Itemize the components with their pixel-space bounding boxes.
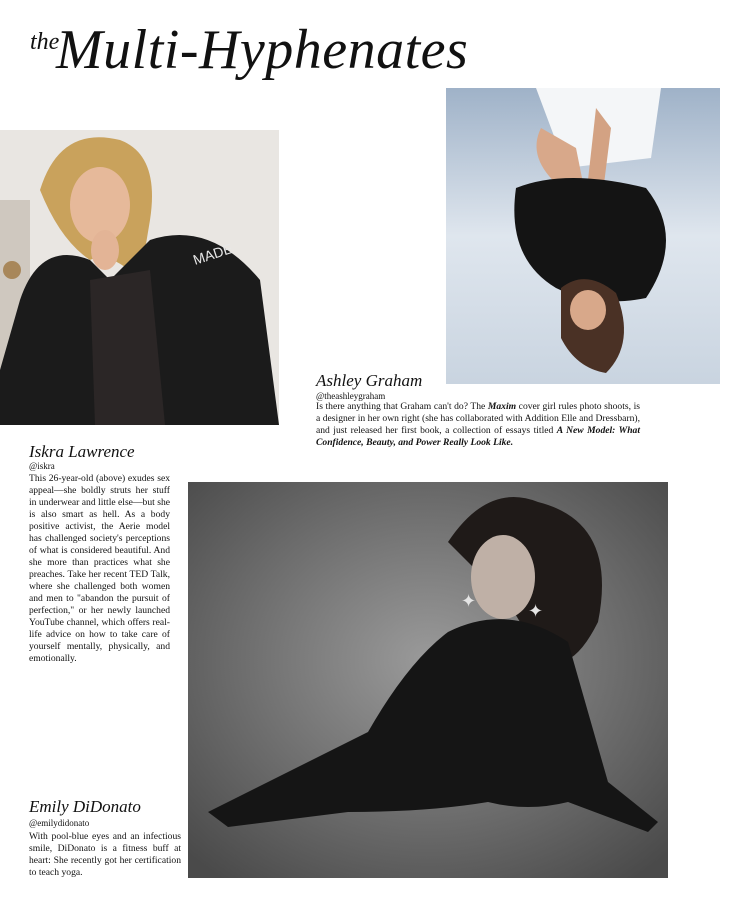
title-prefix: the bbox=[30, 29, 60, 55]
iskra-bio: This 26-year-old (above) exudes sex appeal—she boldly struts her stuff in underwear and little else—but she is also smart as hell. As a body positive activist, the Aerie model has challenged society's perceptions of what is considered beautiful. And she more than practices what she preaches. Take her recent TED Talk, where she challenged both women and men to "abandon the pursuit of perfection," or her newly launched YouTube channel, which offers real-life advice on how to take care of yourself mentally, physically, and emotionally. bbox=[29, 473, 170, 664]
svg-text:✦: ✦ bbox=[528, 601, 544, 621]
page-title: Multi-Hyphenates bbox=[56, 19, 469, 81]
iskra-photo bbox=[0, 130, 279, 425]
ashley-bio: Is there anything that Graham can't do? The Maxim cover girl rules photo shoots, is a designer in her own right (she has collaborated with Addition Elle and Dressbarn), and just released her first book, a collection of essays titled A New Model: What Confidence, Beauty, and Power Really Look Like. bbox=[316, 401, 640, 448]
emily-name: Emily DiDonato bbox=[29, 797, 141, 816]
ashley-name: Ashley Graham bbox=[316, 371, 423, 390]
emily-bio: With pool-blue eyes and an infectious smile, DiDonato is a fitness buff at heart: She recently got her certification to teach yoga. bbox=[29, 831, 181, 878]
emily-photo bbox=[188, 482, 668, 878]
emily-handle: @emilydidonato bbox=[29, 818, 90, 828]
iskra-handle: @iskra bbox=[29, 461, 55, 471]
svg-text:MADE: MADE bbox=[190, 240, 235, 268]
ashley-handle: @theashleygraham bbox=[316, 391, 386, 401]
svg-text:✦: ✦ bbox=[461, 591, 477, 611]
ashley-photo bbox=[446, 88, 720, 384]
iskra-name: Iskra Lawrence bbox=[29, 442, 135, 461]
